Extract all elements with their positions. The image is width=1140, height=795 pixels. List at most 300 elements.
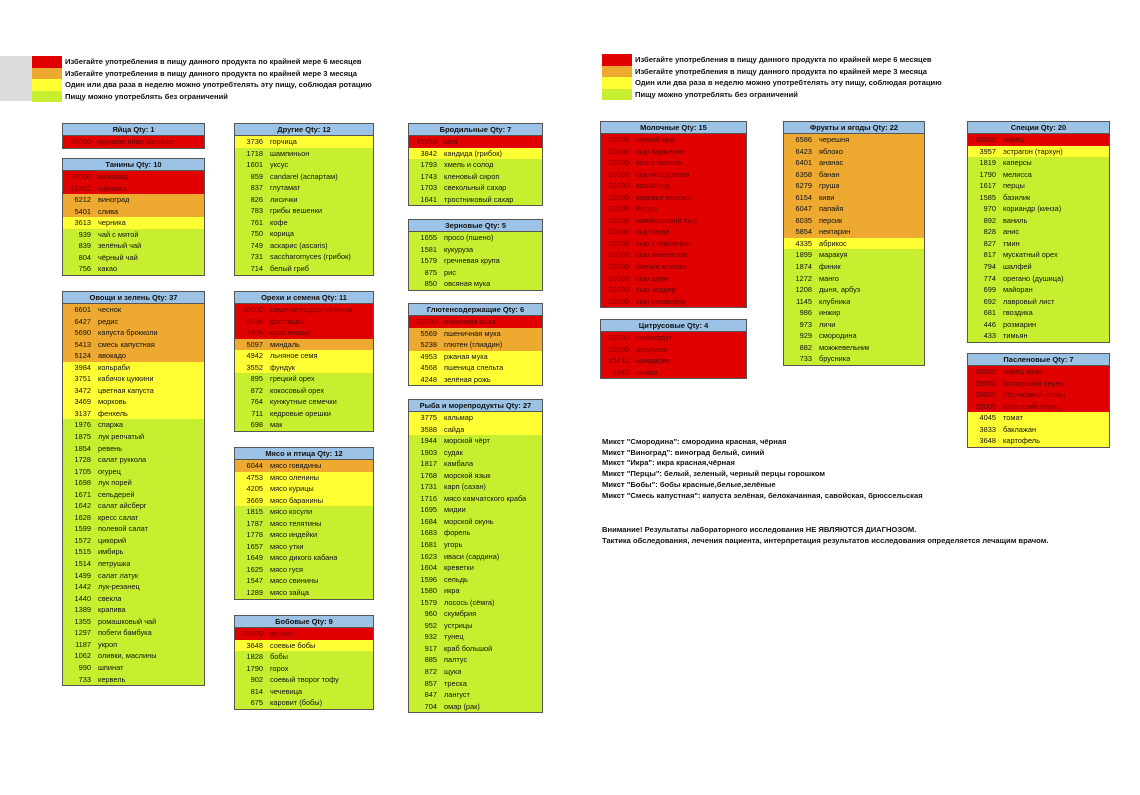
row-value: 4753 — [246, 472, 263, 482]
row-food-name: свекла — [98, 593, 122, 603]
row-food-name: сыр эмменталь — [636, 250, 689, 260]
table-row — [968, 215, 1109, 227]
row-value: 5413 — [74, 339, 91, 349]
table-row — [63, 263, 204, 275]
table-row — [601, 284, 746, 296]
row-value: 3736 — [246, 137, 263, 146]
row-food-name: ежевика — [98, 183, 127, 193]
table-row — [601, 367, 746, 379]
table-row — [968, 435, 1109, 447]
row-food-name: каперсы — [1003, 158, 1032, 168]
table-row — [601, 192, 746, 204]
row-value: 817 — [983, 250, 996, 260]
table-row — [409, 701, 542, 713]
table-row — [63, 252, 204, 264]
legend-text: Избегайте употребления в пищу данного продукта по крайней мере 6 месяцев — [65, 57, 362, 66]
row-value: 733 — [78, 674, 91, 684]
row-food-name: томат — [1003, 413, 1023, 423]
row-food-name: ананас — [819, 158, 844, 168]
table-row — [409, 470, 542, 482]
row-value: 714 — [250, 264, 263, 274]
table-row — [63, 240, 204, 252]
row-food-name: шалфей — [1003, 262, 1032, 272]
row-food-name: банан — [819, 169, 840, 179]
table-row — [409, 412, 542, 424]
row-value: 1289 — [246, 588, 263, 598]
table-row — [968, 273, 1109, 285]
legend-swatch-green — [602, 89, 632, 101]
row-value: 750 — [250, 229, 263, 239]
row-food-name: орегано (душица) — [1003, 273, 1064, 283]
row-food-name: соевый творог тофу — [270, 675, 339, 685]
table-row — [63, 408, 204, 420]
table-title: Яйца Qty: 1 — [63, 124, 204, 136]
table-row — [409, 244, 542, 256]
row-value: 4248 — [420, 374, 437, 384]
row-value: 1514 — [74, 559, 91, 569]
row-value: 699 — [983, 285, 996, 295]
row-value: 3984 — [74, 362, 91, 372]
row-value: 3775 — [420, 413, 437, 422]
row-food-name: лангуст — [444, 690, 470, 700]
row-value: 6044 — [246, 461, 263, 470]
row-food-name: морской язык — [444, 470, 491, 480]
table-title: Зерновые Qty: 5 — [409, 220, 542, 232]
row-value: 4205 — [246, 484, 263, 494]
table-row — [968, 296, 1109, 308]
row-food-name: аскарис (ascaris) — [270, 240, 328, 250]
row-food-name: смесь капустная — [98, 339, 155, 349]
row-food-name: мускатный орех — [1003, 250, 1058, 260]
disclaimer — [602, 524, 1048, 546]
row-value: 3833 — [979, 424, 996, 434]
row-food-name: мясо оленины — [270, 472, 319, 482]
row-value: 1875 — [74, 432, 91, 442]
row-value: 1272 — [795, 273, 812, 283]
row-value: 3137 — [74, 408, 91, 418]
row-value: 731 — [250, 252, 263, 262]
row-value: 1625 — [246, 564, 263, 574]
table-row — [409, 159, 542, 171]
row-food-name: перец чили — [1003, 367, 1043, 376]
row-value: 1681 — [420, 540, 437, 550]
row-food-name: кукуруза — [444, 244, 474, 254]
row-food-name: мясо утки — [270, 541, 304, 551]
row-value: 1617 — [979, 181, 996, 191]
row-food-name: сыр с плесенью — [636, 238, 691, 248]
table-row — [601, 296, 746, 308]
table-row — [409, 562, 542, 574]
table-row — [235, 472, 373, 484]
row-food-name: куриное яйцо цельное — [98, 137, 175, 146]
row-value: 1628 — [74, 512, 91, 522]
table-row — [409, 516, 542, 528]
row-food-name: пшеничная мука — [444, 328, 501, 338]
row-food-name: омар (рак) — [444, 701, 480, 711]
legend-row — [602, 54, 942, 66]
row-food-name: камбала — [444, 459, 474, 469]
row-food-name: чечевица — [270, 686, 303, 696]
table-row — [409, 539, 542, 551]
table-row — [63, 570, 204, 582]
row-value: 20000 — [608, 273, 629, 283]
table-row — [63, 350, 204, 362]
row-food-name: ревень — [98, 443, 123, 453]
row-value: 1208 — [795, 285, 812, 295]
row-value: 1297 — [74, 628, 91, 638]
table-row — [63, 662, 204, 674]
row-value: 1731 — [420, 482, 437, 492]
row-food-name: краб большой — [444, 643, 493, 653]
row-value: 1787 — [246, 518, 263, 528]
row-food-name: угорь — [444, 540, 463, 550]
row-value: 1899 — [795, 250, 812, 260]
table-row — [409, 678, 542, 690]
row-value: 20000 — [608, 192, 629, 202]
table-row — [784, 203, 924, 215]
row-value: 4045 — [979, 413, 996, 423]
row-value: 20000 — [608, 296, 629, 306]
row-food-name: скумбрия — [444, 609, 477, 619]
row-food-name: шоколад — [98, 172, 129, 181]
table-row — [601, 273, 746, 285]
row-food-name: перцы — [1003, 181, 1025, 191]
table-row — [784, 226, 924, 238]
row-food-name: кальмар — [444, 413, 473, 422]
table-row — [409, 527, 542, 539]
row-value: 6047 — [795, 204, 812, 214]
row-food-name: шампиньон — [270, 148, 310, 158]
table-row — [63, 523, 204, 535]
table-row — [409, 136, 542, 148]
row-food-name: судак — [444, 447, 463, 457]
row-food-name: уксус — [270, 160, 289, 170]
table-row — [784, 192, 924, 204]
row-value: 837 — [250, 183, 263, 193]
table-row — [235, 182, 373, 194]
row-value: 20000 — [608, 262, 629, 272]
table-row — [235, 663, 373, 675]
table-title: Молочные Qty: 15 — [601, 122, 746, 134]
table-row — [63, 396, 204, 408]
legend-row — [32, 79, 372, 91]
row-food-name: треска — [444, 678, 467, 688]
mix-note: Микст "Икра": икра красная,чёрная — [602, 458, 735, 468]
table-row — [235, 396, 373, 408]
row-food-name: мясо зайца — [270, 588, 309, 598]
table-row — [63, 639, 204, 651]
table-row — [784, 169, 924, 181]
row-value: 704 — [424, 701, 437, 711]
row-food-name: хмель и солод — [444, 160, 494, 170]
row-food-name: морковь — [98, 397, 127, 407]
row-value: 827 — [983, 238, 996, 248]
row-food-name: побеги бамбука — [98, 628, 152, 638]
row-food-name: овечье молоко — [636, 262, 687, 272]
row-value: 1944 — [420, 436, 437, 446]
table-meat-poultry — [234, 447, 374, 600]
legend-swatch-yellow — [32, 79, 62, 91]
table-row — [409, 631, 542, 643]
table-row — [968, 203, 1109, 215]
row-food-name: черника — [98, 218, 126, 228]
table-row — [968, 330, 1109, 342]
row-value: 872 — [250, 385, 263, 395]
row-food-name: тунец — [444, 632, 464, 642]
row-value: 675 — [250, 698, 263, 708]
table-row — [235, 205, 373, 217]
table-row — [784, 284, 924, 296]
row-value: 1641 — [420, 194, 437, 204]
row-food-name: сыр эдам — [636, 273, 669, 283]
row-food-name: лук репчатый — [98, 432, 145, 442]
disclaimer-line-1: Внимание! Результаты лабораторного исследования НЕ ЯВЛЯЮТСЯ ДИАГНОЗОМ. — [602, 525, 917, 534]
row-value: 761 — [250, 217, 263, 227]
table-row — [409, 278, 542, 290]
row-food-name: сыр чеддер — [636, 285, 676, 295]
row-value: 3669 — [246, 495, 263, 505]
row-value: 1684 — [420, 516, 437, 526]
row-value: 20000 — [608, 146, 629, 156]
legend-swatch-green — [32, 91, 62, 103]
table-row — [409, 608, 542, 620]
legend-swatch-red — [602, 54, 632, 66]
table-row — [409, 597, 542, 609]
row-food-name: козий сыр — [636, 181, 671, 191]
row-food-name: мидии — [444, 505, 466, 515]
row-value: 1355 — [74, 616, 91, 626]
table-row — [968, 249, 1109, 261]
table-row — [409, 267, 542, 279]
table-row — [409, 232, 542, 244]
row-value: 20000 — [975, 367, 996, 376]
row-food-name: слива — [98, 206, 119, 216]
row-food-name: кунжутные семечки — [270, 397, 337, 407]
row-food-name: корица — [270, 229, 295, 239]
row-food-name: мясо свинины — [270, 576, 319, 586]
row-value: 1579 — [420, 597, 437, 607]
row-value: 3648 — [246, 640, 263, 650]
table-title: Цитрусовые Qty: 4 — [601, 320, 746, 332]
row-value: 20000 — [608, 215, 629, 225]
table-row — [784, 296, 924, 308]
row-food-name: апельсин — [636, 344, 669, 354]
row-food-name: киви — [819, 192, 835, 202]
table-row — [784, 307, 924, 319]
mix-note: Микст "Смесь капустная": капуста зелёная, белокачанная, савойская, брюссельская — [602, 490, 923, 500]
table-row — [968, 261, 1109, 273]
table-row — [235, 460, 373, 472]
row-food-name: горох — [270, 663, 289, 673]
row-value: 1815 — [246, 507, 263, 517]
row-food-name: кабачок цуккини — [98, 374, 154, 384]
table-vegetables — [62, 291, 205, 686]
table-row — [968, 378, 1109, 390]
table-row — [235, 171, 373, 183]
row-food-name: чеснок — [98, 305, 122, 314]
row-value: 5569 — [420, 328, 437, 338]
table-other — [234, 123, 374, 276]
table-nuts-seeds — [234, 291, 374, 432]
row-value: 6427 — [74, 316, 91, 326]
table-row — [235, 159, 373, 171]
table-row — [601, 355, 746, 367]
table-row — [968, 412, 1109, 424]
table-row — [63, 535, 204, 547]
table-row — [63, 339, 204, 351]
table-title: Фрукты и ягоды Qty: 22 — [784, 122, 924, 134]
row-value: 3842 — [420, 148, 437, 158]
table-row — [601, 203, 746, 215]
row-value: 3648 — [979, 436, 996, 446]
row-value: 1716 — [420, 493, 437, 503]
row-food-name: огурец — [98, 466, 121, 476]
row-food-name: иваси (сардина) — [444, 551, 500, 561]
table-row — [63, 327, 204, 339]
row-food-name: имбирь — [98, 547, 124, 557]
table-row — [63, 229, 204, 241]
legend-text: Один или два раза в неделю можно употребтелять эту пищу, соблюдая ротацию — [635, 78, 942, 88]
table-title: Бобовые Qty: 9 — [235, 616, 373, 628]
row-food-name: соевые бобы — [270, 640, 316, 650]
table-citrus — [600, 319, 747, 379]
row-food-name: щука — [444, 667, 462, 677]
row-food-name: candarel (аспартам) — [270, 171, 338, 181]
row-food-name: овсяная мука — [444, 279, 491, 289]
row-value: 681 — [983, 308, 996, 318]
table-row — [784, 157, 924, 169]
table-row — [63, 546, 204, 558]
row-value: 1778 — [246, 530, 263, 540]
table-row — [601, 261, 746, 273]
row-value: 794 — [983, 262, 996, 272]
table-row — [235, 697, 373, 709]
row-food-name: болгарский перец — [1003, 378, 1065, 388]
row-value: 1703 — [420, 183, 437, 193]
row-food-name: кориандр (кинза) — [1003, 204, 1062, 214]
row-food-name: можжевельник — [819, 342, 870, 352]
legend-left — [32, 56, 372, 102]
row-food-name: зелёная рожь — [444, 374, 491, 384]
row-food-name: козье молоко — [636, 158, 682, 168]
mix-notes — [602, 437, 923, 501]
table-row — [63, 512, 204, 524]
table-row — [63, 604, 204, 616]
table-row — [63, 385, 204, 397]
legend-row — [602, 77, 942, 89]
row-value: 1817 — [420, 459, 437, 469]
row-food-name: ржаная мука — [444, 351, 488, 361]
row-food-name: креветки — [444, 563, 474, 573]
table-row — [409, 574, 542, 586]
table-row — [968, 157, 1109, 169]
row-value: 850 — [424, 279, 437, 289]
row-food-name: бобы — [270, 652, 288, 662]
row-value: 1623 — [420, 551, 437, 561]
table-gluten — [408, 303, 543, 386]
row-food-name: мясо косули — [270, 507, 313, 517]
row-value: 1728 — [74, 455, 91, 465]
row-food-name: ваниль — [1003, 215, 1028, 225]
table-row — [235, 240, 373, 252]
table-row — [235, 228, 373, 240]
row-value: 20000 — [608, 135, 629, 144]
legend-text: Избегайте употребления в пищу данного продукта по крайней мере 3 месяца — [635, 66, 928, 76]
table-row — [235, 651, 373, 663]
row-food-name: грейпфрут — [636, 333, 673, 342]
row-food-name: швейцарский сыр — [636, 215, 697, 225]
table-row — [235, 552, 373, 564]
row-value: 3472 — [74, 385, 91, 395]
table-row — [784, 261, 924, 273]
row-food-name: семечки подсолнечника — [270, 305, 352, 314]
table-row — [235, 217, 373, 229]
legend-swatch-yellow — [602, 77, 632, 89]
row-value: 1062 — [74, 651, 91, 661]
row-value: 6035 — [795, 215, 812, 225]
row-food-name: сыр гауда — [636, 227, 670, 237]
legend-row — [32, 91, 372, 103]
row-food-name: финик — [819, 262, 841, 272]
table-row — [235, 575, 373, 587]
table-row — [235, 148, 373, 160]
row-food-name: майоран — [1003, 285, 1033, 295]
table-row — [63, 419, 204, 431]
row-value: 1499 — [74, 570, 91, 580]
row-value: 1442 — [74, 582, 91, 592]
row-value: 446 — [983, 319, 996, 329]
table-row — [409, 362, 542, 374]
row-food-name: сыр камамбер — [636, 296, 686, 306]
table-title: Другие Qty: 12 — [235, 124, 373, 136]
row-value: 857 — [424, 678, 437, 688]
table-row — [235, 408, 373, 420]
row-value: 1585 — [979, 192, 996, 202]
row-food-name: мясо гуся — [270, 564, 304, 574]
table-row — [784, 215, 924, 227]
row-value: 5238 — [420, 340, 437, 350]
row-food-name: каровит (бобы) — [270, 698, 323, 708]
legend-row — [32, 56, 372, 68]
row-value: 6423 — [795, 146, 812, 156]
table-row — [409, 255, 542, 267]
row-value: 783 — [250, 206, 263, 216]
table-row — [235, 194, 373, 206]
row-food-name: свекольный сахар — [444, 183, 507, 193]
row-food-name: горчица — [270, 137, 297, 146]
row-value: 828 — [983, 227, 996, 237]
row-food-name: морской окунь — [444, 516, 494, 526]
row-value: 749 — [250, 240, 263, 250]
row-value: 20000 — [608, 181, 629, 191]
row-value: 1768 — [420, 470, 437, 480]
table-row — [601, 332, 746, 344]
row-value: 1187 — [75, 639, 91, 649]
row-value: 20000 — [70, 137, 91, 146]
table-row — [409, 551, 542, 563]
row-value: 1819 — [979, 158, 996, 168]
table-row — [63, 500, 204, 512]
table-row — [235, 350, 373, 362]
row-value: 20000 — [608, 333, 629, 342]
table-row — [601, 134, 746, 146]
row-value: 1145 — [796, 296, 812, 306]
legend-swatch-orange — [602, 66, 632, 78]
table-row — [784, 319, 924, 331]
row-food-name: клубника — [819, 296, 851, 306]
row-value: 20000 — [608, 238, 629, 248]
table-row — [235, 587, 373, 599]
